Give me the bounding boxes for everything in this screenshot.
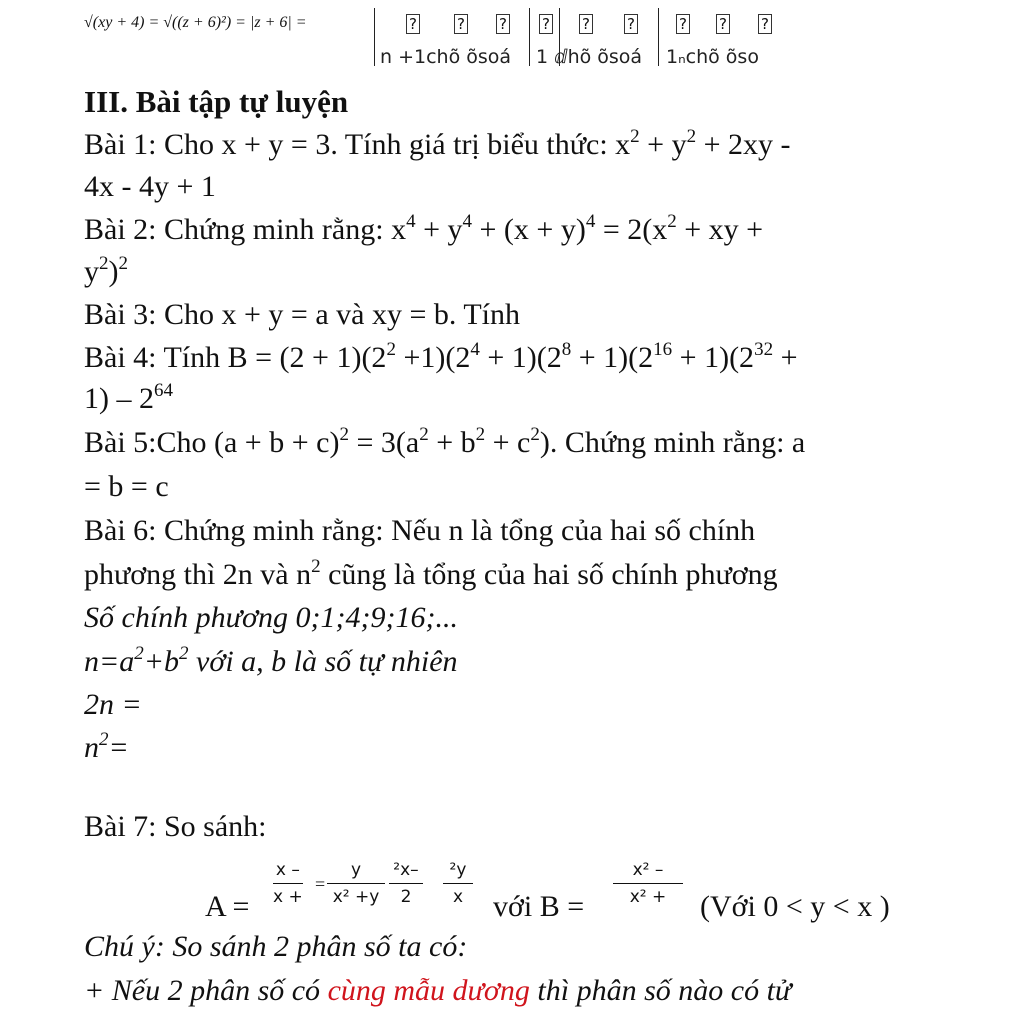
exercise-4-line-1: Bài 4: Tính $B = (2 + 1)(2^2 +1)(2^4 + 1)(2^8 + 1)(2^{16} + 1)(2^{32}$ + [84, 339, 798, 374]
note-n-squared: $n^2=$ [84, 729, 129, 764]
exercise-2-line-2: $y^2)^2$ [84, 253, 128, 288]
exercise-4-line-2: $1) - 2^{64}$ [84, 380, 173, 415]
missing-glyph-icon: ? [624, 14, 638, 34]
fraction: x² – x² + [613, 860, 683, 907]
missing-glyph-icon: ? [676, 14, 690, 34]
top-label: 1 ⅆhõ õsoá [536, 46, 643, 68]
missing-glyph-icon: ? [579, 14, 593, 34]
exercise-3: Bài 3: Cho x + y = a và xy = b. Tính [84, 298, 521, 331]
a-label: A = [205, 890, 250, 923]
exercise-2-line-1: Bài 2: Chứng minh rằng: $x^4 + y^4 + (x + y)^4 = 2(x^2$ + xy + [84, 211, 764, 246]
top-label: n +1chõ õsoá [380, 46, 512, 68]
divider [529, 8, 530, 66]
note-n-definition: $n=a^2+b^2$ với a, b là số tự nhiên [84, 643, 458, 678]
missing-glyph-icon: ? [496, 14, 510, 34]
missing-glyph-icon: ? [716, 14, 730, 34]
equals-sign: = [315, 874, 326, 894]
missing-glyph-icon: ? [454, 14, 468, 34]
b-label: với B = [493, 890, 585, 923]
divider [658, 8, 659, 66]
exercise-7-title: Bài 7: So sánh: [84, 810, 267, 843]
section-heading: III. Bài tập tự luyện [84, 84, 349, 119]
exercise-6-line-2: phương thì 2n và $n^2$ cũng là tổng của hai số chính phương [84, 556, 778, 591]
exercise-6-line-1: Bài 6: Chứng minh rằng: Nếu n là tổng của hai số chính [84, 514, 756, 547]
top-formula-strip [84, 6, 784, 70]
exercise-5-line-1: Bài 5:Cho $(a + b + c)^2 = 3(a^2 + b^2 + c^2)$. Chứng minh rằng: a [84, 424, 806, 459]
rule-same-denominator: + Nếu 2 phân số có cùng mẫu dương thì phân số nào có tử [84, 974, 792, 1007]
exercise-1-line-1: Bài 1: Cho x + y = 3. Tính giá trị biểu thức: $x^2 + y^2 + 2xy$ - [84, 126, 791, 161]
top-formula: √(xy + 4) = √((z + 6)²) = |z + 6| = [84, 14, 307, 31]
condition: (Với 0 < y < x ) [700, 890, 890, 923]
divider [374, 8, 375, 66]
exercise-1-line-2: 4x - 4y + 1 [84, 170, 216, 203]
fraction: ²y x [443, 860, 473, 907]
top-label: 1ₙchõ õso [666, 46, 759, 68]
missing-glyph-icon: ? [406, 14, 420, 34]
note-compare-fractions: Chú ý: So sánh 2 phân số ta có: [84, 930, 468, 963]
note-2n: 2n = [84, 688, 142, 721]
fraction: y x² +y [327, 860, 385, 907]
fraction: x – x + [273, 860, 303, 907]
missing-glyph-icon: ? [758, 14, 772, 34]
highlighted-text: cùng mẫu dương [327, 974, 530, 1007]
missing-glyph-icon: ? [539, 14, 553, 34]
note-square-numbers: Số chính phương 0;1;4;9;16;... [84, 601, 458, 634]
exercise-7-comparison [205, 860, 945, 930]
fraction: ²x– 2 [389, 860, 423, 907]
exercise-5-line-2: = b = c [84, 470, 169, 503]
